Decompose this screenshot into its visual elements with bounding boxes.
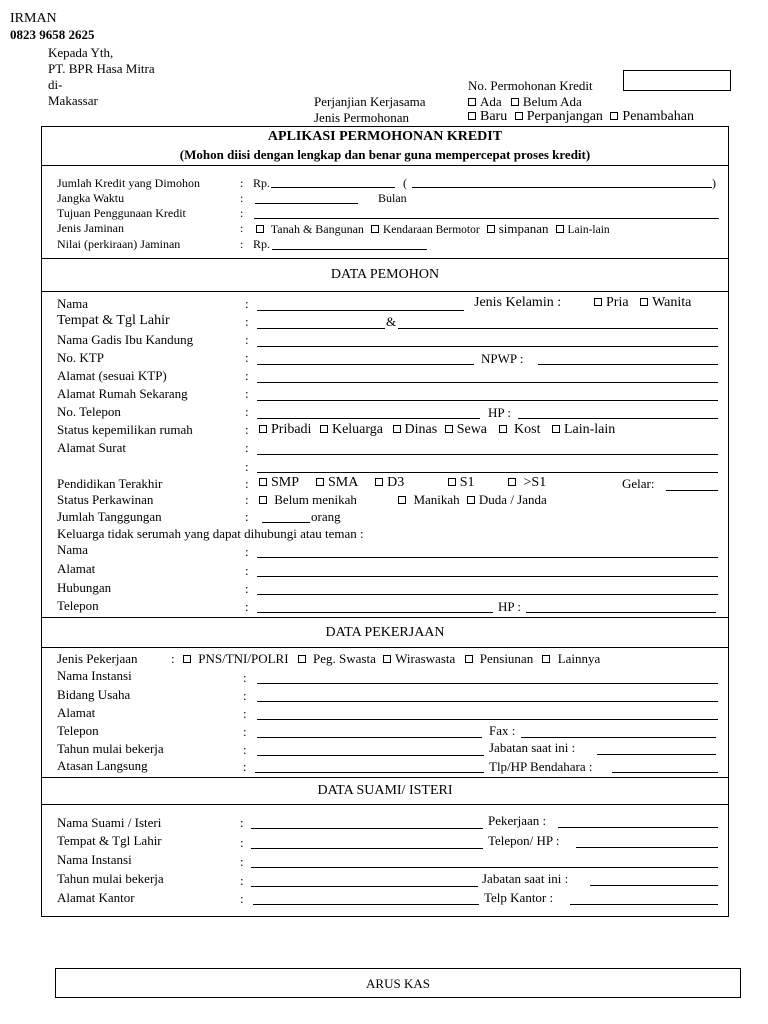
request-option-baru[interactable]: Baru <box>468 109 507 124</box>
ownership-option-pribadi[interactable]: Pribadi <box>259 422 311 437</box>
term-unit: Bulan <box>378 191 407 205</box>
divider <box>41 777 729 778</box>
ktp-label: No. KTP <box>57 350 104 365</box>
education-label: Pendidikan Terakhir <box>57 476 163 491</box>
checkbox-icon[interactable] <box>508 478 516 486</box>
hp-label: HP : <box>488 405 511 420</box>
checkbox-icon[interactable] <box>594 298 602 306</box>
family-relation-field[interactable] <box>257 594 718 595</box>
phone-field[interactable] <box>257 418 480 419</box>
ktp-field[interactable] <box>257 364 474 365</box>
purpose-field[interactable] <box>254 218 719 219</box>
education-option-s1-plus[interactable]: >S1 <box>508 475 546 490</box>
paren-close: ) <box>712 176 716 190</box>
colon: : <box>240 176 244 190</box>
degree-field[interactable] <box>666 490 718 491</box>
request-type-options <box>468 110 694 124</box>
ownership-option-keluarga[interactable]: Keluarga <box>320 422 383 437</box>
checkbox-icon[interactable] <box>398 496 406 504</box>
job-address-field[interactable] <box>257 719 718 720</box>
family-hp-label: HP : <box>498 599 521 614</box>
colon: : <box>245 296 249 311</box>
checkbox-icon[interactable] <box>320 425 328 433</box>
checkbox-icon[interactable] <box>383 655 391 663</box>
family-hp-field[interactable] <box>526 612 716 613</box>
birth-place-field[interactable] <box>257 328 385 329</box>
job-option-pns[interactable]: PNS/TNI/POLRI <box>183 651 289 666</box>
checkbox-icon[interactable] <box>183 655 191 663</box>
agreement-options <box>468 95 582 108</box>
job-type-options <box>183 652 600 665</box>
checkbox-icon[interactable] <box>259 478 267 486</box>
family-phone-field[interactable] <box>257 612 493 613</box>
credit-amount-prefix: Rp. <box>253 176 271 190</box>
office-phone-label: Telp Kantor : <box>484 890 554 905</box>
credit-amount-field[interactable] <box>271 187 395 188</box>
spouse-institution-label: Nama Instansi <box>57 852 132 867</box>
education-option-d3[interactable]: D3 <box>375 475 404 490</box>
address-home-field[interactable] <box>257 400 718 401</box>
treasurer-field[interactable] <box>612 772 718 773</box>
colon: : <box>245 440 249 455</box>
form-title: APLIKASI PERMOHONAN KREDIT <box>267 129 503 144</box>
checkbox-icon[interactable] <box>552 425 560 433</box>
office-address-label: Alamat Kantor <box>57 890 135 905</box>
job-option-swasta[interactable]: Peg. Swasta <box>298 651 376 666</box>
checkbox-icon[interactable] <box>468 112 476 120</box>
checkbox-icon[interactable] <box>515 112 523 120</box>
checkbox-icon[interactable] <box>499 425 507 433</box>
job-heading: DATA PEKERJAAN <box>325 625 445 640</box>
applicant-name: IRMAN <box>10 11 57 26</box>
colon: : <box>240 191 244 205</box>
spouse-position-field[interactable] <box>590 885 718 886</box>
npwp-label: NPWP : <box>481 351 524 366</box>
family-phone-label: Telepon <box>57 598 99 613</box>
divider <box>41 165 729 166</box>
office-address-field[interactable] <box>253 904 479 905</box>
checkbox-icon[interactable] <box>610 112 618 120</box>
collateral-option-lainlain[interactable]: Lain-lain <box>556 224 610 236</box>
hp-field[interactable] <box>518 418 718 419</box>
divider <box>41 291 729 292</box>
checkbox-icon[interactable] <box>371 225 379 233</box>
checkbox-icon[interactable] <box>375 478 383 486</box>
colon: : <box>245 422 249 437</box>
colon: : <box>245 509 249 524</box>
spouse-job-label: Pekerjaan : <box>488 813 547 828</box>
colon: : <box>240 835 244 850</box>
education-option-s1[interactable]: S1 <box>448 475 475 490</box>
applicant-heading: DATA PEMOHON <box>330 267 440 282</box>
start-year-field[interactable] <box>257 755 484 756</box>
app-number-label: No. Permohonan Kredit <box>468 78 593 93</box>
gender-label: Jenis Kelamin : <box>474 295 562 310</box>
npwp-field[interactable] <box>538 364 718 365</box>
education-option-sma[interactable]: SMA <box>316 475 358 490</box>
ownership-option-sewa[interactable]: Sewa <box>445 422 487 437</box>
colon: : <box>245 350 249 365</box>
app-number-input[interactable] <box>623 70 731 91</box>
fax-field[interactable] <box>521 737 716 738</box>
divider <box>41 617 729 618</box>
job-phone-label: Telepon <box>57 723 99 738</box>
spouse-birth-field[interactable] <box>251 848 483 849</box>
ownership-option-lainlain[interactable]: Lain-lain <box>552 422 615 437</box>
marital-label: Status Perkawinan <box>57 492 154 507</box>
cashflow-heading: ARUS KAS <box>366 976 430 991</box>
mother-label: Nama Gadis Ibu Kandung <box>57 332 194 347</box>
spouse-start-year-field[interactable] <box>251 886 478 887</box>
checkbox-icon[interactable] <box>259 425 267 433</box>
divider <box>41 804 729 805</box>
spouse-position-label: Jabatan saat ini : <box>482 871 569 886</box>
collateral-option-simpanan[interactable]: simpanan <box>487 221 549 236</box>
job-option-wiraswasta[interactable]: Wiraswasta <box>383 651 455 666</box>
term-field[interactable] <box>255 203 358 204</box>
colon: : <box>245 314 249 329</box>
agreement-option-belum-ada[interactable]: Belum Ada <box>511 94 582 109</box>
collateral-value-label: Nilai (perkiraan) Jaminan <box>57 237 181 251</box>
collateral-value-field[interactable] <box>272 249 427 250</box>
spouse-job-field[interactable] <box>558 827 718 828</box>
fax-label: Fax : <box>489 723 516 738</box>
family-address-label: Alamat <box>57 561 96 576</box>
term-label: Jangka Waktu <box>57 191 125 205</box>
colon: : <box>245 368 249 383</box>
collateral-label: Jenis Jaminan <box>57 221 124 235</box>
colon: : <box>240 815 244 830</box>
marital-options <box>259 493 547 506</box>
position-label: Jabatan saat ini : <box>489 740 576 755</box>
checkbox-icon[interactable] <box>465 655 473 663</box>
position-field[interactable] <box>597 754 716 755</box>
job-type-label: Jenis Pekerjaan <box>57 651 138 666</box>
colon: : <box>245 544 249 559</box>
spouse-birth-label: Tempat & Tgl Lahir <box>57 833 162 848</box>
mail-address-label: Alamat Surat <box>57 440 126 455</box>
address-ktp-label: Alamat (sesuai KTP) <box>57 368 167 383</box>
divider <box>41 647 729 648</box>
address-home-label: Alamat Rumah Sekarang <box>57 386 188 401</box>
job-option-pensiunan[interactable]: Pensiunan <box>465 651 534 666</box>
institution-field[interactable] <box>257 683 718 684</box>
spouse-phone-field[interactable] <box>576 847 718 848</box>
ownership-label: Status kepemilikan rumah <box>57 422 193 437</box>
checkbox-icon[interactable] <box>393 425 401 433</box>
addressee-di: di- <box>48 77 63 92</box>
treasurer-label: Tlp/HP Bendahara : <box>489 759 593 774</box>
family-address-field[interactable] <box>257 576 718 577</box>
checkbox-icon[interactable] <box>556 225 564 233</box>
job-option-lainnya[interactable]: Lainnya <box>542 651 600 666</box>
birth-date-field[interactable] <box>398 328 718 329</box>
name-field[interactable] <box>257 310 464 311</box>
degree-label: Gelar: <box>622 476 655 491</box>
addressee-company: PT. BPR Hasa Mitra <box>48 61 155 76</box>
spouse-phone-label: Telepon/ HP : <box>488 833 560 848</box>
ownership-options <box>259 423 615 437</box>
checkbox-icon[interactable] <box>468 98 476 106</box>
paren-open: ( <box>403 176 407 190</box>
colon: : <box>243 670 247 685</box>
institution-label: Nama Instansi <box>57 668 132 683</box>
collateral-option-tanah[interactable]: Tanah & Bangunan <box>256 222 364 236</box>
address-ktp-field[interactable] <box>257 382 718 383</box>
checkbox-icon[interactable] <box>259 496 267 504</box>
mail-address-field-1[interactable] <box>257 454 718 455</box>
colon: : <box>243 742 247 757</box>
business-field[interactable] <box>257 701 718 702</box>
supervisor-field[interactable] <box>255 772 484 773</box>
birth-separator: & <box>386 314 397 329</box>
mail-address-field-2[interactable] <box>257 472 718 473</box>
mother-field[interactable] <box>257 346 718 347</box>
applicant-phone: 0823 9658 2625 <box>10 27 95 42</box>
colon: : <box>245 386 249 401</box>
spouse-start-year-label: Tahun mulai bekerja <box>57 871 164 886</box>
gender-options <box>594 296 691 310</box>
colon: : <box>240 891 244 906</box>
collateral-value-prefix: Rp. <box>253 237 271 251</box>
checkbox-icon[interactable] <box>316 478 324 486</box>
colon: : <box>240 873 244 888</box>
phone-label: No. Telepon <box>57 404 121 419</box>
collateral-options <box>256 222 610 237</box>
colon: : <box>245 563 249 578</box>
colon: : <box>245 581 249 596</box>
name-label: Nama <box>57 296 89 311</box>
marital-option-menikah[interactable]: Manikah <box>398 492 459 507</box>
colon: : <box>245 459 249 474</box>
dependents-label: Jumlah Tanggungan <box>57 509 162 524</box>
addressee-label: Kepada Yth, <box>48 45 114 60</box>
colon: : <box>245 492 249 507</box>
request-type-label: Jenis Permohonan <box>314 110 409 125</box>
spouse-institution-field[interactable] <box>251 867 718 868</box>
request-option-perpanjangan[interactable]: Perpanjangan <box>515 109 603 124</box>
colon: : <box>245 599 249 614</box>
marital-option-duda-janda[interactable]: Duda / Janda <box>467 492 547 507</box>
agreement-label: Perjanjian Kerjasama <box>314 94 426 109</box>
checkbox-icon[interactable] <box>298 655 306 663</box>
form-subtitle: (Mohon diisi dengan lengkap dan benar guna mempercepat proses kredit) <box>179 147 591 162</box>
colon: : <box>243 706 247 721</box>
spouse-name-field[interactable] <box>251 828 483 829</box>
checkbox-icon[interactable] <box>448 478 456 486</box>
marital-option-belum[interactable]: Belum menikah <box>259 492 357 507</box>
colon: : <box>240 237 244 251</box>
education-option-smp[interactable]: SMP <box>259 475 299 490</box>
dependents-field[interactable] <box>262 522 310 523</box>
checkbox-icon[interactable] <box>487 225 495 233</box>
divider <box>41 258 729 259</box>
gender-option-wanita[interactable]: Wanita <box>640 295 691 310</box>
checkbox-icon[interactable] <box>445 425 453 433</box>
family-name-field[interactable] <box>257 557 718 558</box>
business-label: Bidang Usaha <box>57 687 131 702</box>
checkbox-icon[interactable] <box>467 496 475 504</box>
credit-amount-words-field[interactable] <box>412 187 712 188</box>
dependents-unit: orang <box>311 509 341 524</box>
family-relation-label: Hubungan <box>57 580 112 595</box>
colon: : <box>171 651 175 666</box>
addressee-city: Makassar <box>48 93 98 108</box>
agreement-option-ada[interactable]: Ada <box>468 94 502 109</box>
birth-label: Tempat & Tgl Lahir <box>57 313 170 328</box>
purpose-label: Tujuan Penggunaan Kredit <box>57 206 186 220</box>
start-year-label: Tahun mulai bekerja <box>57 741 164 756</box>
gender-option-pria[interactable]: Pria <box>594 295 629 310</box>
colon: : <box>240 206 244 220</box>
education-options <box>259 476 546 490</box>
colon: : <box>245 404 249 419</box>
job-address-label: Alamat <box>57 705 96 720</box>
colon: : <box>243 759 247 774</box>
checkbox-icon[interactable] <box>640 298 648 306</box>
family-note: Keluarga tidak serumah yang dapat dihubungi atau teman : <box>57 526 364 541</box>
colon: : <box>245 332 249 347</box>
office-phone-field[interactable] <box>570 904 718 905</box>
checkbox-icon[interactable] <box>542 655 550 663</box>
checkbox-icon[interactable] <box>256 225 264 233</box>
colon: : <box>240 221 244 235</box>
checkbox-icon[interactable] <box>511 98 519 106</box>
colon: : <box>243 724 247 739</box>
ownership-option-kost[interactable]: Kost <box>499 422 541 437</box>
family-name-label: Nama <box>57 542 89 557</box>
spouse-heading: DATA SUAMI/ ISTERI <box>317 783 453 798</box>
colon: : <box>245 476 249 491</box>
request-option-penambahan[interactable]: Penambahan <box>610 109 694 124</box>
colon: : <box>240 854 244 869</box>
credit-amount-label: Jumlah Kredit yang Dimohon <box>57 176 200 190</box>
supervisor-label: Atasan Langsung <box>57 758 148 773</box>
collateral-option-kendaraan[interactable]: Kendaraan Bermotor <box>371 224 480 236</box>
ownership-option-dinas[interactable]: Dinas <box>393 422 438 437</box>
job-phone-field[interactable] <box>257 737 482 738</box>
spouse-name-label: Nama Suami / Isteri <box>57 815 162 830</box>
colon: : <box>243 688 247 703</box>
